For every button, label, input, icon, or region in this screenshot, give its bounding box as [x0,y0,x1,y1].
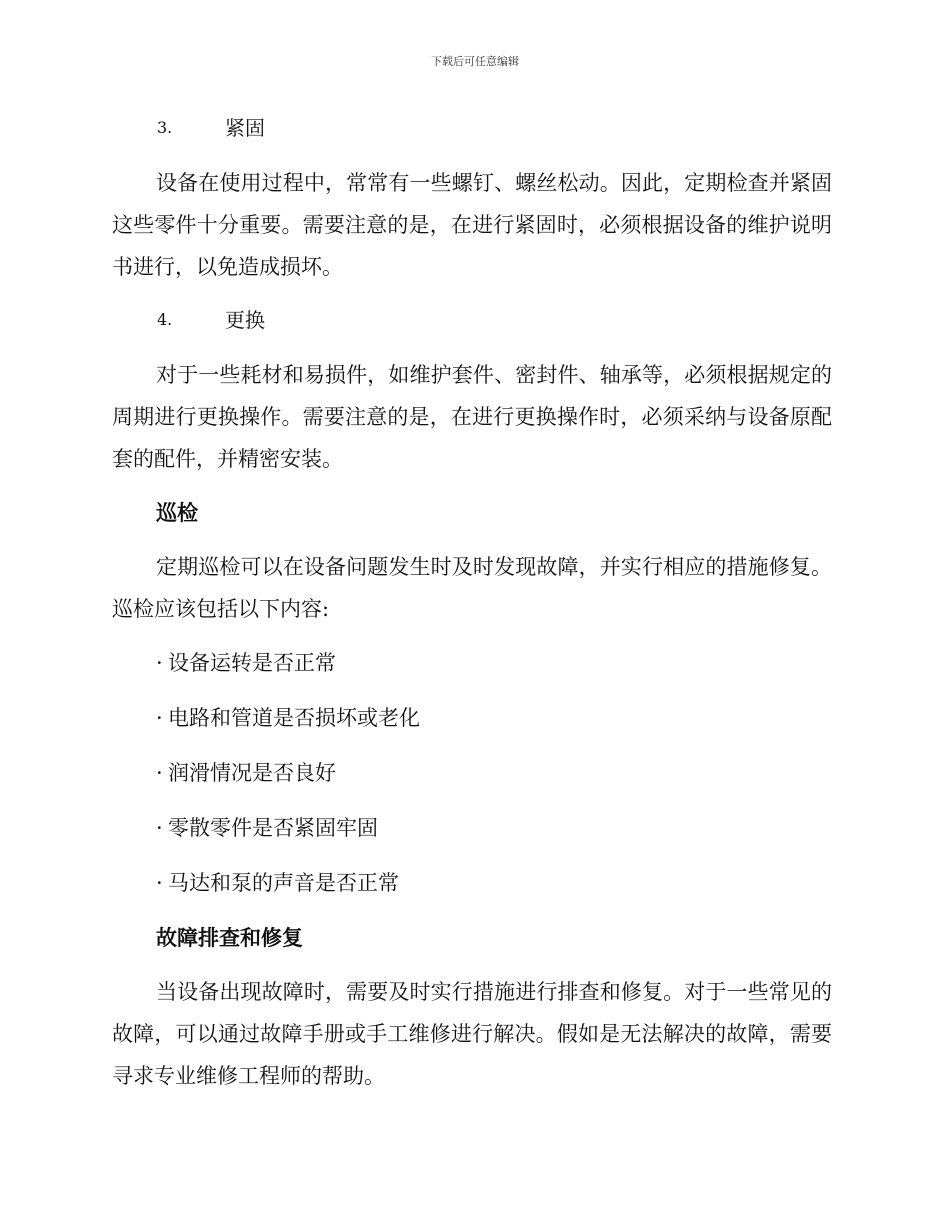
list-item-text: 电路和管道是否损坏或老化 [168,706,420,730]
section-title: 紧固 [225,116,265,140]
section-number: 4. [157,310,173,329]
list-item-text: 润滑情况是否良好 [168,761,336,785]
list-item-text: 零散零件是否紧固牢固 [168,816,378,840]
list-item [112,642,832,684]
paragraph-repair: 当设备出现故障时，需要及时实行措施进行排查和修复。对于一些常见的故障，可以通过故障手册或手工维修进行解决。假如是无法解决的故障，需要寻求专业维修工程师的帮助。 [112,980,832,1088]
heading-repair: 故障排查和修复 [156,926,303,950]
list-item [112,862,832,904]
bullet-icon: · [156,871,163,895]
paragraph-replace: 对于一些耗材和易损件，如维护套件、密封件、轴承等，必须根据规定的周期进行更换操作。需要注意的是，在进行更换操作时，必须采纳与设备原配套的配件，并精密安装。 [112,363,832,471]
section-number: 3. [157,118,173,137]
bullet-icon: · [156,816,163,840]
section-heading-replace [112,300,832,340]
list-item [112,697,832,739]
list-item [112,752,832,794]
section-heading-tighten [112,108,832,148]
heading-inspection: 巡检 [156,501,198,525]
list-item [112,807,832,849]
document-body [112,108,832,1109]
section-title: 更换 [225,308,265,332]
paragraph-tighten: 设备在使用过程中，常常有一些螺钉、螺丝松动。因此，定期检查并紧固这些零件十分重要。需要注意的是，在进行紧固时，必须根据设备的维护说明书进行，以免造成损坏。 [112,171,832,279]
page-header: 下载后可任意编辑 [431,55,519,68]
list-item-text: 马达和泵的声音是否正常 [168,871,399,895]
bullet-icon: · [156,706,163,730]
list-item-text: 设备运转是否正常 [168,651,336,675]
paragraph-inspection: 定期巡检可以在设备问题发生时及时发现故障，并实行相应的措施修复。巡检应该包括以下内容: [112,555,832,621]
bullet-icon: · [156,651,163,675]
bullet-icon: · [156,761,163,785]
